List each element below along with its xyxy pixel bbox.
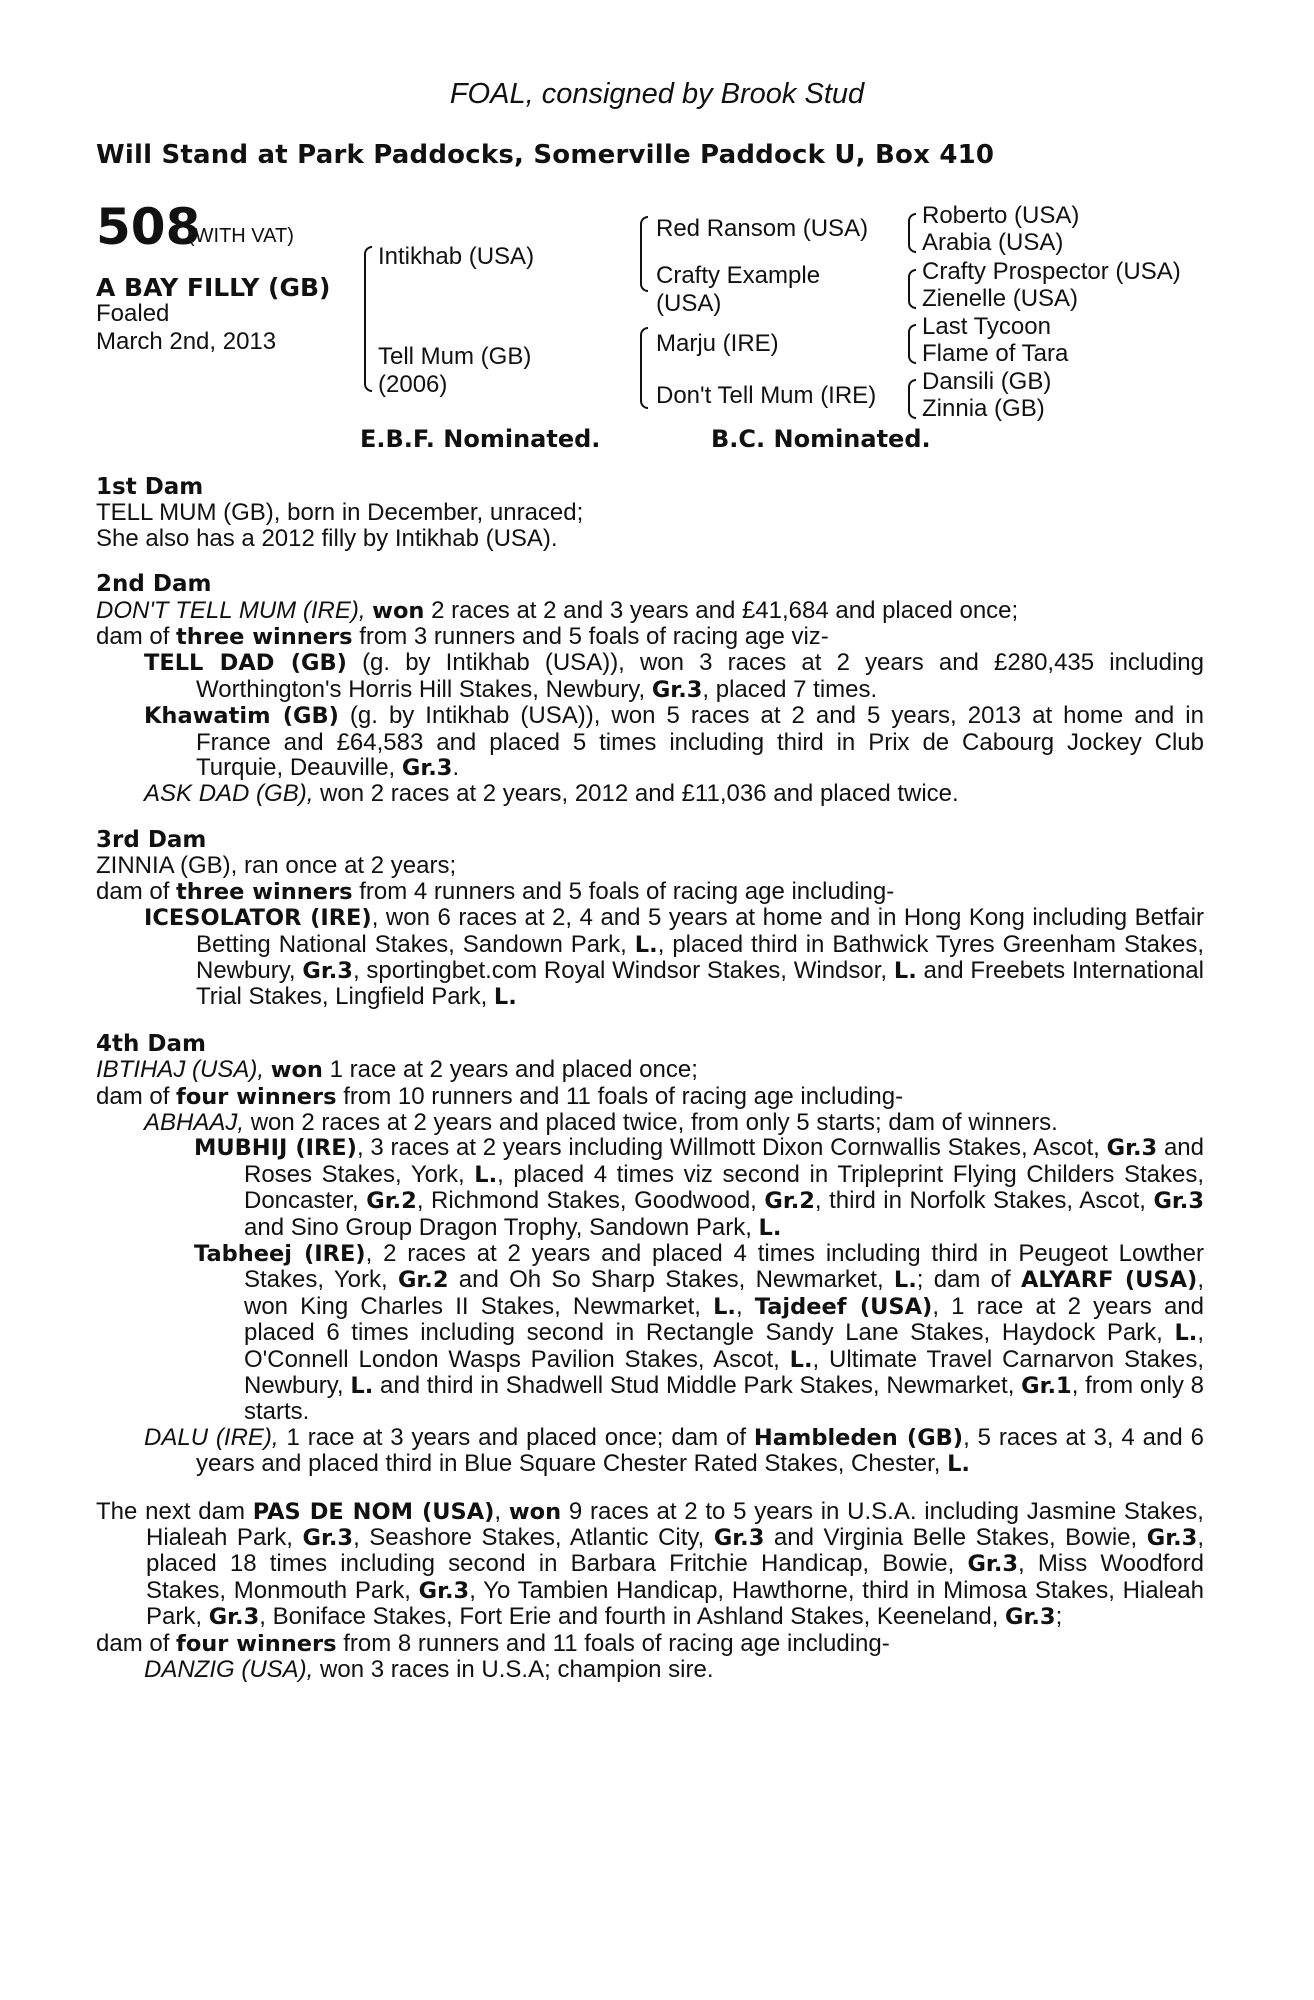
gen3-brace-3 [908,324,916,364]
dam4-heading: 4th Dam [96,1030,206,1057]
lot-description: A BAY FILLY (GB) [96,273,331,302]
sire: Intikhab (USA) [378,243,535,270]
dams-dam: Don't Tell Mum (IRE) [656,382,877,409]
dam4-entry-mubhij: MUBHIJ (IRE), 3 races at 2 years including Willmott Dixon Cornwallis Stakes, Ascot, Gr.3 and Roses Stakes, York, L., placed 4 times viz second in Tripleprint Flying Childers Stakes, Doncaster, Gr.2, Richmond Stakes, Goodwood, Gr.2, third in Norfolk Stakes, Ascot, Gr.3 and Sino Group Dragon Trophy, Sandown Park, L. [194,1134,1205,1241]
dam-name: Tell Mum (GB) [378,343,532,370]
dam3-heading: 3rd Dam [96,826,207,853]
dam-year: (2006) [378,371,448,398]
foaled-label: Foaled [96,300,170,327]
stand-location: Will Stand at Park Paddocks, Somerville Paddock U, Box 410 [96,140,995,170]
dam4-entry-abhaaj: ABHAAJ, won 2 races at 2 years and placed twice, from only 5 starts; dam of winners. [144,1108,1058,1136]
dam2-heading: 2nd Dam [96,571,212,598]
gen3-brace-1 [908,213,916,253]
sire-dam-brace [364,246,372,392]
gen3-8: Zinnia (GB) [922,395,1045,422]
family-body [96,475,1204,1682]
next-dam-record: The next dam PAS DE NOM (USA), won 9 races at 2 to 5 years in U.S.A. including Jasmine Stakes, Hialeah Park, Gr.3, Seashore Stakes, Atlantic City, Gr.3 and Virginia Belle Stakes, Bowie, Gr.3, placed 18 times including second in Barbara Fritchie Handicap, Bowie, Gr.3, Miss Woodford Stakes, Monmouth Park, Gr.3, Yo Tambien Handicap, Hawthorne, third in Mimosa Stakes, Hialeah Park, Gr.3, Boniface Stakes, Fort Erie and fourth in Ashland Stakes, Keeneland, Gr.3; [96,1497,1204,1631]
sires-sire: Red Ransom (USA) [656,215,869,242]
dam4-record: IBTIHAJ (USA), won 1 race at 2 years and placed once; [96,1056,698,1084]
dam4-entry-tabheej: Tabheej (IRE), 2 races at 2 years and placed 4 times including third in Peugeot Lowther Stakes, York, Gr.2 and Oh So Sharp Stakes, Newmarket, L.; dam of ALYARF (USA), won King Charles II Stakes, Newmarket, L., Tajdeef (USA), 1 race at 2 years and placed 6 times including second in Rectangle Sandy Lane Stakes, Haydock Park, L., O'Connell London Wasps Pavilion Stakes, Ascot, L., Ultimate Travel Carnarvon Stakes, Newbury, L. and third in Shadwell Stud Middle Park Stakes, Newmarket, Gr.1, from only 8 starts. [194,1239,1205,1426]
dam2-record: DON'T TELL MUM (IRE), won 2 races at 2 and 3 years and £41,684 and placed once; [96,596,1019,624]
dam1-line1: TELL MUM (GB), born in December, unraced; [96,499,584,527]
dam3-record: ZINNIA (GB), ran once at 2 years; [96,852,457,880]
dam2-entry-tell-dad: TELL DAD (GB) (g. by Intikhab (USA)), won 3 races at 2 years and £280,435 including Worthington's Horris Hill Stakes, Newbury, Gr.3, placed 7 times. [144,649,1204,703]
dam2-entry-ask-dad: ASK DAD (GB), won 2 races at 2 years, 2012 and £11,036 and placed twice. [144,780,959,808]
dam2-entry-khawatim: Khawatim (GB) (g. by Intikhab (USA)), won 5 races at 2 and 5 years, 2013 at home and in France and £64,583 and placed 5 times including third in Prix de Cabourg Jockey Club Turquie, Deauville, Gr.3. [144,702,1204,782]
gen3-7: Dansili (GB) [922,368,1052,395]
gen3-2: Arabia (USA) [922,229,1064,256]
lot-number: 508 [96,198,201,256]
dam1-heading: 1st Dam [96,474,204,500]
bc-nominated: B.C. Nominated. [711,425,931,453]
page-title: FOAL, consigned by Brook Stud [449,78,865,110]
dam2-produce: dam of three winners from 3 runners and 5 foals of racing age viz- [96,623,829,651]
gen3-1: Roberto (USA) [922,202,1080,229]
vat-label: (WITH VAT) [188,225,294,247]
dams-sire: Marju (IRE) [656,330,779,357]
gen3-5: Last Tycoon [922,313,1051,340]
dam3-produce: dam of three winners from 4 runners and 5 foals of racing age including- [96,877,895,905]
dam4-produce: dam of four winners from 10 runners and 11 foals of racing age including- [96,1082,904,1110]
dam1-line2: She also has a 2012 filly by Intikhab (USA). [96,524,558,552]
gen3-6: Flame of Tara [922,340,1069,367]
dam3-entry-icesolator: ICESOLATOR (IRE), won 6 races at 2, 4 and 5 years at home and in Hong Kong including Betfair Betting National Stakes, Sandown Park, L., placed third in Bathwick Tyres Greenham Stakes, Newbury, Gr.3, sportingbet.com Royal Windsor Stakes, Windsor, L. and Freebets International Trial Stakes, Lingfield Park, L. [144,904,1205,1011]
gen3-4: Zienelle (USA) [922,285,1079,312]
gen3-brace-2 [908,269,916,309]
gen3-3: Crafty Prospector (USA) [922,258,1181,285]
gen3-brace-4 [908,379,916,419]
next-dam-entry-danzig: DANZIG (USA), won 3 races in U.S.A; champion sire. [144,1656,714,1684]
dam4-entry-dalu: DALU (IRE), 1 race at 3 years and placed once; dam of Hambleden (GB), 5 races at 3, 4 and 6 years and placed third in Blue Square Chester Rated Stakes, Chester, L. [144,1423,1204,1478]
ebf-nominated: E.B.F. Nominated. [360,425,601,453]
sires-dam-2: (USA) [656,290,722,317]
foaled-date: March 2nd, 2013 [96,328,277,355]
sires-dam-1: Crafty Example [656,262,821,289]
sire-line-brace [640,216,648,292]
foaled-info [96,300,316,356]
next-dam-produce: dam of four winners from 8 runners and 11 foals of racing age including- [96,1629,890,1657]
dam-line-brace [640,327,648,409]
